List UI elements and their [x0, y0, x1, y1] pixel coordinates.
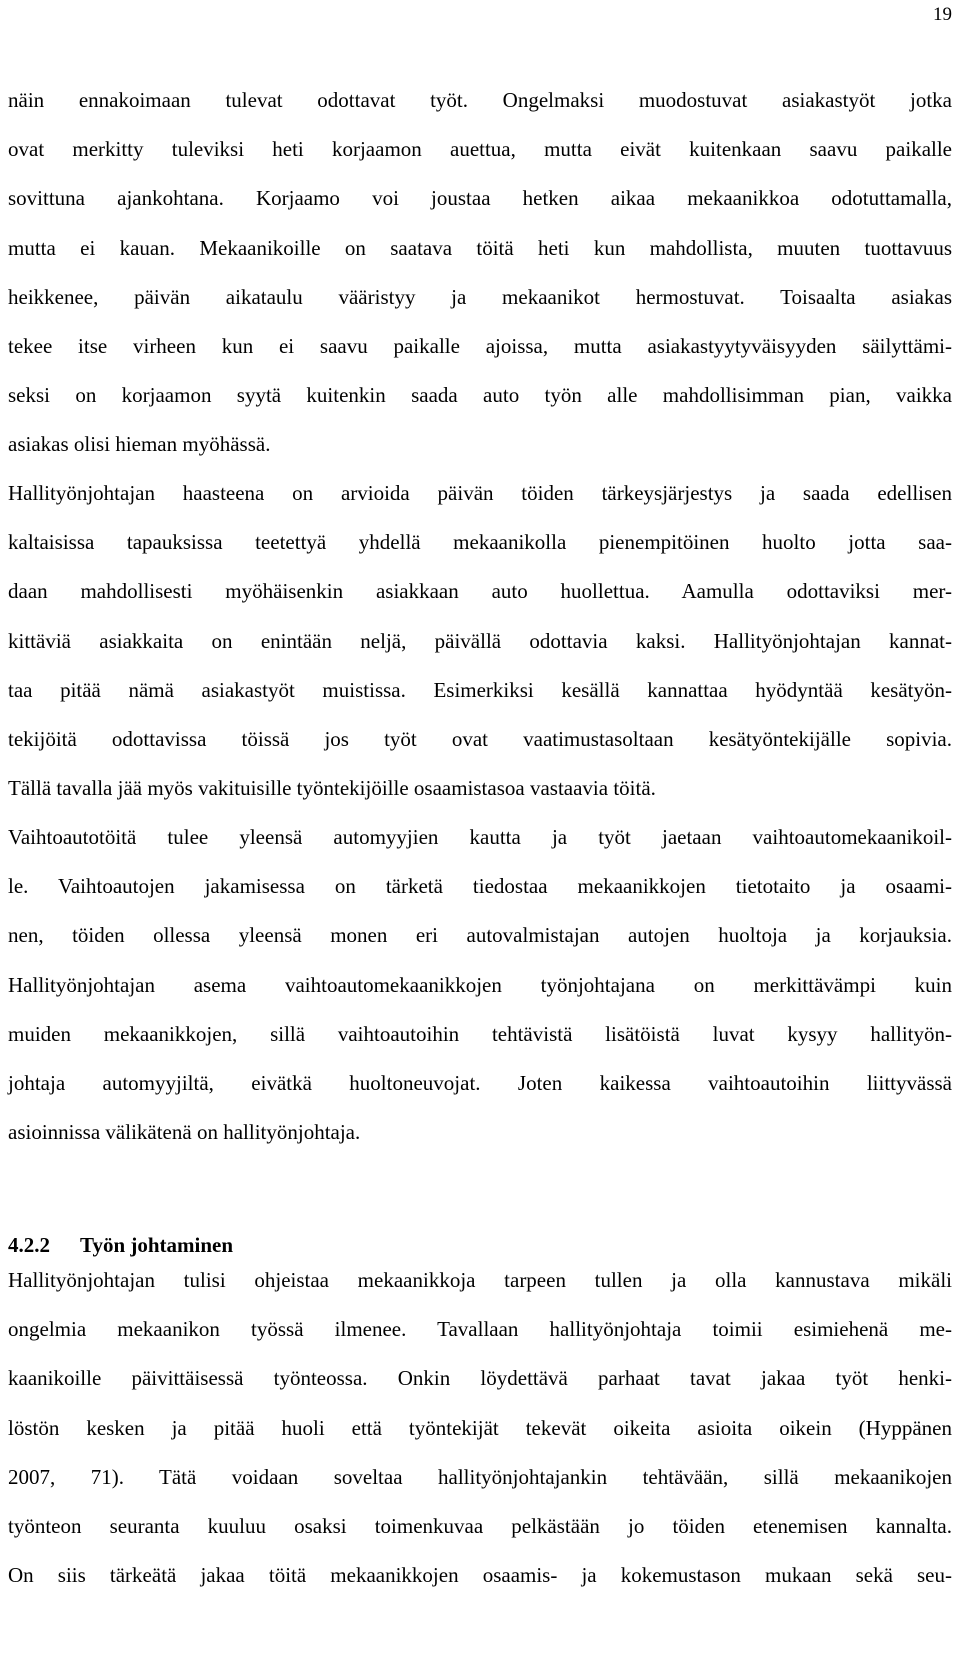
paragraph-line: sovittuna ajankohtana. Korjaamo voi joustaa hetken aikaa mekaanikkoa odotuttamalla, — [8, 186, 952, 211]
paragraph-line: löstön kesken ja pitää huoli että työntekijät tekevät oikeita asioita oikein (Hyppänen — [8, 1415, 952, 1440]
paragraph-2 — [8, 469, 952, 813]
paragraph-line: Vaihtoautotöitä tulee yleensä automyyjien kautta ja työt jaetaan vaihtoautomekaanikoil- — [8, 825, 952, 849]
paragraph-line: seksi on korjaamon syytä kuitenkin saada auto työn alle mahdollisimman pian, vaikka — [8, 383, 952, 408]
page-number: 19 — [933, 4, 952, 25]
paragraph-line: ongelmia mekaanikon työssä ilmenee. Tavallaan hallityönjohtaja toimii esimiehenä me- — [8, 1317, 952, 1342]
paragraph-1 — [8, 76, 952, 470]
paragraph-line: heikkenee, päivän aikataulu vääristyy ja mekaanikot hermostuvat. Toisaalta asiakas — [8, 284, 952, 309]
paragraph-3 — [8, 813, 952, 1157]
paragraph-line: On siis tärkeätä jakaa töitä mekaanikkojen osaamis- ja kokemustason mukaan sekä seu- — [8, 1563, 952, 1588]
paragraph-line: Hallityönjohtajan haasteena on arvioida päivän töiden tärkeysjärjestys ja saada edellisen — [8, 481, 952, 505]
paragraph-line: mutta ei kauan. Mekaanikoille on saatava töitä heti kun mahdollista, muuten tuottavuus — [8, 235, 952, 260]
paragraph-line: asiakas olisi hieman myöhässä. — [8, 432, 271, 457]
paragraph-line: Hallityönjohtajan asema vaihtoautomekaanikkojen työnjohtajana on merkittävämpi kuin — [8, 972, 952, 997]
paragraph-line: asioinnissa välikätenä on hallityönjohtaja. — [8, 1120, 361, 1145]
paragraph-line: näin ennakoimaan tulevat odottavat työt. Ongelmaksi muodostuvat asiakastyöt jotka — [8, 88, 952, 112]
paragraph-4 — [8, 1256, 952, 1600]
paragraph-line: johtaja automyyjiltä, eivätkä huoltoneuvojat. Joten kaikessa vaihtoautoihin liittyvässä — [8, 1070, 952, 1095]
paragraph-line: työnteon seuranta kuuluu osaksi toimenkuvaa pelkästään jo töiden etenemisen kannalta. — [8, 1513, 952, 1538]
paragraph-line: nen, töiden ollessa yleensä monen eri autovalmistajan autojen huoltoja ja korjauksia. — [8, 923, 952, 948]
paragraph-line: tekijöitä odottavissa töissä jos työt ovat vaatimustasoltaan kesätyöntekijälle sopivia. — [8, 726, 952, 751]
paragraph-line: tekee itse virheen kun ei saavu paikalle ajoissa, mutta asiakastyytyväisyyden säilyttämi- — [8, 333, 952, 358]
paragraph-line: Hallityönjohtajan tulisi ohjeistaa mekaanikkoja tarpeen tullen ja olla kannustava mikäli — [8, 1268, 952, 1292]
paragraph-line: kittäviä asiakkaita on enintään neljä, päivällä odottavia kaksi. Hallityönjohtajan kannat- — [8, 628, 952, 653]
paragraph-line: ovat merkitty tuleviksi heti korjaamon auettua, mutta eivät kuitenkaan saavu paikalle — [8, 137, 952, 162]
paragraph-line: kaanikoille päivittäisessä työnteossa. Onkin löydettävä parhaat tavat jakaa työt henki- — [8, 1366, 952, 1391]
paragraph-line: taa pitää nämä asiakastyöt muistissa. Esimerkiksi kesällä kannattaa hyödyntää kesätyön- — [8, 677, 952, 702]
paragraph-line: muiden mekaanikkojen, sillä vaihtoautoihin tehtävistä lisätöistä luvat kysyy hallityön- — [8, 1021, 952, 1046]
section-number: 4.2.2 — [8, 1233, 50, 1257]
paragraph-line: 2007, 71). Tätä voidaan soveltaa hallityönjohtajankin tehtävään, sillä mekaanikojen — [8, 1464, 952, 1489]
section-heading — [8, 1231, 233, 1259]
paragraph-line: Tällä tavalla jää myös vakituisille työntekijöille osaamistasoa vastaavia töitä. — [8, 776, 656, 801]
paragraph-line: le. Vaihtoautojen jakamisessa on tärketä tiedostaa mekaanikkojen tietotaito ja osaami- — [8, 874, 952, 899]
paragraph-line: kaltaisissa tapauksissa teetettyä yhdellä mekaanikolla pienempitöinen huolto jotta saa- — [8, 530, 952, 555]
section-title: Työn johtaminen — [80, 1233, 234, 1257]
paragraph-line: daan mahdollisesti myöhäisenkin asiakkaan auto huollettua. Aamulla odottaviksi mer- — [8, 579, 952, 604]
